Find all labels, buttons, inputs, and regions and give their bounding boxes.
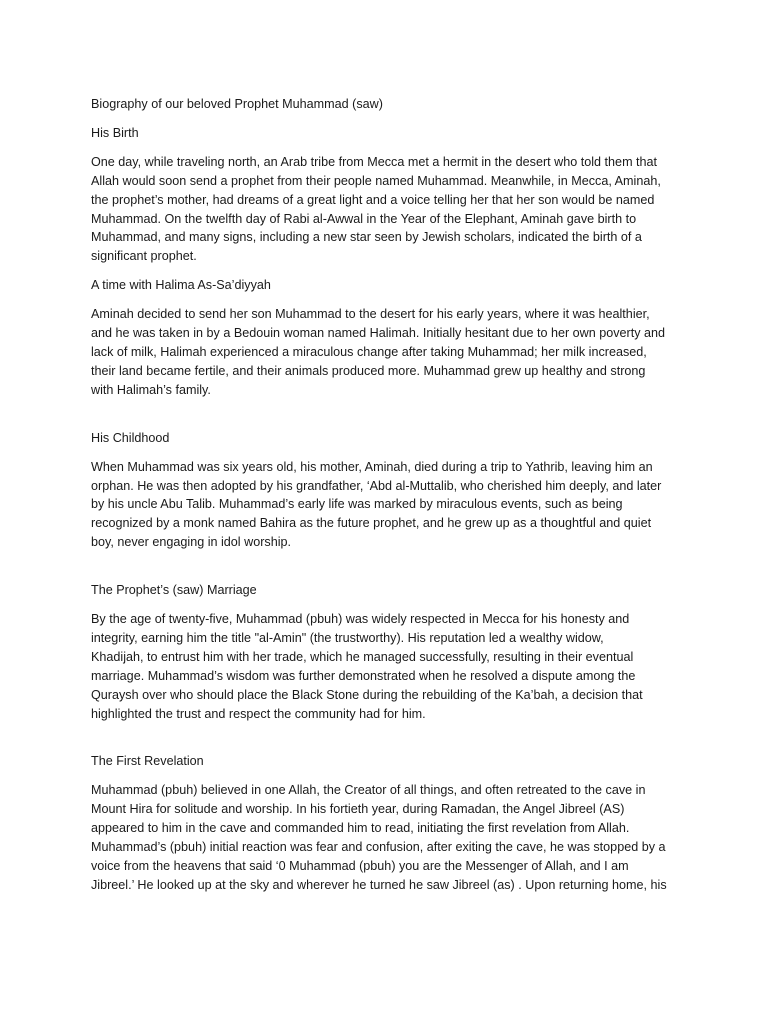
text-line: Muhammad. On the twelfth day of Rabi al-Awwal in the Year of the Elephant, Aminah gave birth to — [91, 211, 637, 226]
text-line: their land became fertile, and their animals produced more. Muhammad grew up healthy and strong — [91, 363, 646, 378]
text-line: highlighted the trust and respect the community had for him. — [91, 706, 426, 721]
paragraph-first-revelation — [91, 781, 681, 894]
text-line: Mount Hira for solitude and worship. In his fortieth year, during Ramadan, the Angel Jibreel (AS) — [91, 802, 625, 817]
text-line: integrity, earning him the title "al-Amin" (the trustworthy). His reputation led a wealthy widow, — [91, 630, 604, 645]
section-heading-halima: A time with Halima As-Sa’diyyah — [91, 278, 271, 293]
text-line: Quraysh over who should place the Black Stone during the rebuilding of the Ka’bah, a decision that — [91, 687, 643, 702]
document-title: Biography of our beloved Prophet Muhammad (saw) — [91, 97, 383, 111]
text-line: and he was taken in by a Bedouin woman named Halimah. Initially hesitant due to her own poverty and — [91, 326, 666, 341]
paragraph-marriage — [91, 610, 681, 723]
blank-line — [91, 410, 681, 429]
section-heading-first-revelation: The First Revelation — [91, 754, 204, 769]
text-line: Muhammad, and many signs, including a new star seen by Jewish scholars, indicated the birth of a — [91, 230, 642, 245]
blank-line — [91, 733, 681, 752]
text-line: Khadijah, to entrust him with her trade, which he managed successfully, resulting in their eventual — [91, 649, 634, 664]
text-line: significant prophet. — [91, 249, 197, 264]
document-page — [91, 95, 681, 905]
text-line: Muhammad’s (pbuh) initial reaction was fear and confusion, after exiting the cave, he was stopped by a — [91, 840, 666, 855]
text-line: appeared to him in the cave and commanded him to read, initiating the first revelation from Allah. — [91, 821, 630, 836]
blank-line — [91, 562, 681, 581]
text-line: recognized by a monk named Bahira as the future prophet, and he grew up as a thoughtful and quiet — [91, 516, 652, 531]
text-line: By the age of twenty-five, Muhammad (pbuh) was widely respected in Mecca for his honesty and — [91, 612, 630, 627]
text-line: Muhammad (pbuh) believed in one Allah, the Creator of all things, and often retreated to the cave in — [91, 783, 646, 798]
text-line: orphan. He was then adopted by his grandfather, ‘Abd al-Muttalib, who cherished him deeply, and later — [91, 478, 662, 493]
text-line: Allah would soon send a prophet from their people named Muhammad. Meanwhile, in Mecca, Aminah, — [91, 173, 661, 188]
text-line: voice from the heavens that said ‘0 Muhammad (pbuh) you are the Messenger of Allah, and I am — [91, 859, 629, 873]
text-line: When Muhammad was six years old, his mother, Aminah, died during a trip to Yathrib, leaving him an — [91, 459, 653, 474]
text-line: boy, never engaging in idol worship. — [91, 535, 291, 550]
text-line: One day, while traveling north, an Arab tribe from Mecca met a hermit in the desert who told them that — [91, 154, 658, 169]
section-heading-marriage: The Prophet’s (saw) Marriage — [91, 583, 257, 598]
text-line: with Halimah’s family. — [91, 382, 211, 397]
text-line: Jibreel.’ He looked up at the sky and wherever he turned he saw Jibreel (as) . Upon returning home, his — [91, 877, 667, 892]
section-heading-his-childhood: His Childhood — [91, 430, 170, 445]
text-line: the prophet’s mother, had dreams of a great light and a voice telling her that her son would be named — [91, 192, 655, 207]
paragraph-halima — [91, 305, 681, 400]
text-line: by his uncle Abu Talib. Muhammad’s early life was marked by miraculous events, such as being — [91, 497, 623, 512]
text-line: Aminah decided to send her son Muhammad to the desert for his early years, where it was healthier, — [91, 307, 650, 322]
section-heading-his-birth: His Birth — [91, 125, 139, 140]
text-line: lack of milk, Halimah experienced a miraculous change after taking Muhammad; her milk increased, — [91, 344, 647, 359]
paragraph-his-childhood — [91, 458, 681, 553]
text-line: marriage. Muhammad’s wisdom was further demonstrated when he resolved a dispute among the — [91, 668, 636, 683]
paragraph-his-birth — [91, 153, 681, 266]
